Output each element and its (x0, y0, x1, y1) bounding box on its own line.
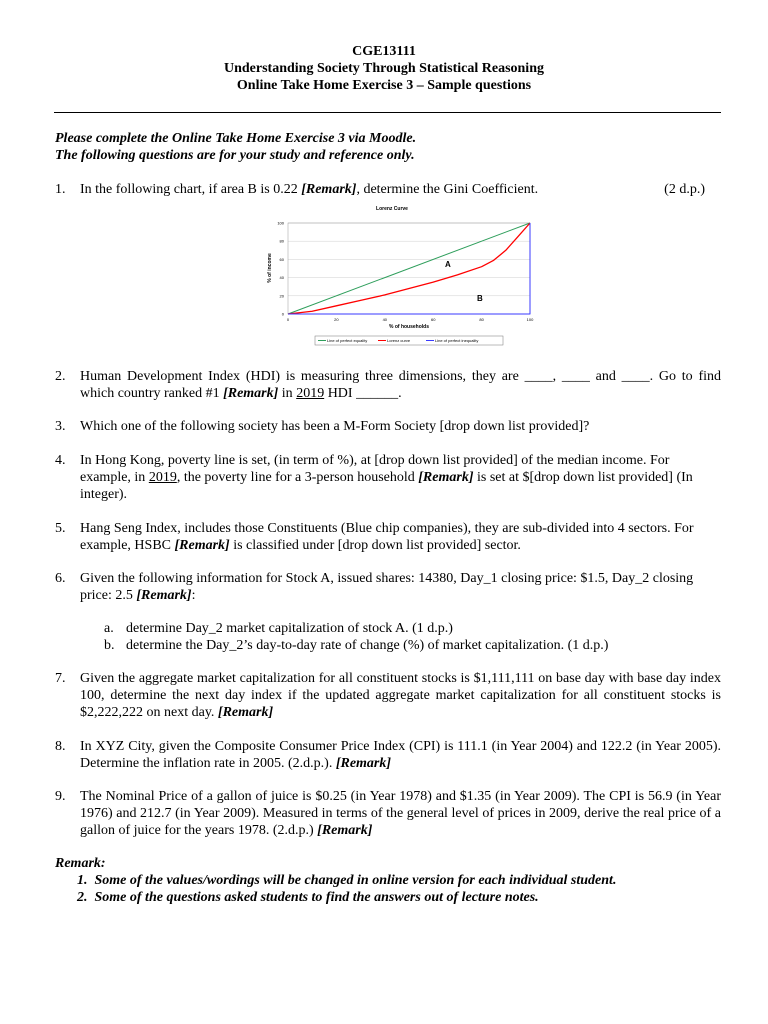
y-tick-label: 60 (279, 256, 284, 262)
x-tick-label: 40 (382, 317, 388, 322)
question-text: is set at $[drop down list provided] (In integer). (80, 470, 693, 502)
question-text: Hang Seng Index, includes those Constituents (Blue chip companies), they are sub-divided into 4 sectors. For example, HSBC (80, 521, 694, 553)
chart-series (288, 223, 530, 314)
question-3 (55, 418, 721, 435)
remark-title: Remark: (55, 856, 106, 871)
question-text: The Nominal Price of a gallon of juice is $0.25 (in Year 1978) and $1.35 (in Year 2009). The CPI is 56.9 (in Year 1976) and 212.7 (in Year 2009). Measured in terms of the general level of prices in 2009, derive the real price of a gallon of juice for the years 1978. (2.d.p.) (80, 789, 721, 838)
y-tick-label: 80 (279, 238, 284, 244)
question-number: 8. (55, 739, 66, 754)
question-number: 4. (55, 453, 66, 468)
question-text: in (278, 386, 297, 401)
question-text: Human Development Index (HDI) is measuring three dimensions, they are ____, ____ and ____. Go to find which country ranked #1 (80, 369, 721, 401)
question-number: 1. (55, 182, 66, 197)
chart-legend (315, 336, 503, 345)
question-text: , determine the Gini Coefficient. (356, 182, 539, 197)
question-9 (55, 788, 721, 839)
remark-section (55, 855, 616, 906)
region-label-b: B (477, 294, 483, 303)
remark-tag: [Remark] (174, 538, 230, 553)
remark-tag: [Remark] (136, 588, 192, 603)
x-tick-label: 80 (479, 317, 484, 322)
legend-equality: Line of perfect equality (327, 338, 368, 343)
question-text: In the following chart, if area B is 0.22 (80, 182, 302, 197)
remark-tag: [Remark] (418, 470, 474, 485)
question-5 (55, 520, 721, 554)
question-1 (55, 181, 721, 198)
question-7 (55, 670, 721, 721)
x-tick-label: 20 (334, 317, 339, 322)
question-text: , the poverty line for a 3-person household (176, 470, 419, 485)
question-text: : (191, 588, 196, 603)
chart-title: Lorenz Curve (376, 206, 408, 212)
legend-inequality: Line of perfect inequality (435, 338, 479, 343)
x-tick-label: 0 (286, 317, 290, 322)
question-number: 2. (55, 369, 66, 384)
y-tick-label: 40 (279, 275, 284, 281)
x-tick-label: 100 (526, 317, 534, 322)
question-text: HDI ______. (324, 386, 402, 401)
question-text: In XYZ City, given the Composite Consumer Price Index (CPI) is 111.1 (in Year 2004) and 122.2 (in Year 2005). Determine the inflation rate in 2005. (2.d.p.). (80, 739, 721, 771)
series-line-equality (288, 223, 530, 314)
remark-tag: [Remark] (317, 823, 373, 838)
y-tick-label: 100 (277, 220, 284, 226)
question-6 (55, 570, 721, 604)
course-code: CGE13111 (352, 44, 416, 59)
question-text: Given the aggregate market capitalization for all constituent stocks is $1,111,111 on base day with base day index 100, determine the next day index if the updated aggregate market capitalization for all constituent stocks is $2,222,222 on next day. (80, 671, 721, 720)
question-number: 5. (55, 521, 66, 536)
x-tick-labels (287, 317, 534, 322)
precision-note: (2 d.p.) (664, 182, 705, 197)
remark-tag: [Remark] (217, 705, 274, 720)
question-number: 3. (55, 419, 66, 434)
question-2 (55, 368, 721, 402)
lorenz-chart (260, 201, 544, 349)
y-tick-label: 0 (281, 311, 284, 317)
question-6a (104, 620, 453, 637)
intro-line-2: The following questions are for your study and reference only. (55, 148, 415, 163)
year: 2019 (296, 386, 325, 401)
question-text: Given the following information for Stock A, issued shares: 14380, Day_1 closing price: $1.5, Day_2 closing price: 2.5 (80, 571, 694, 603)
question-number: 6. (55, 571, 66, 586)
sub-text: determine the Day_2’s day-to-day rate of change (%) of market capitalization. (1 d.p.) (126, 638, 609, 653)
sub-label: b. (104, 638, 115, 653)
remark-item-1: 1. Some of the values/wordings will be changed in online version for each individual student. (77, 873, 617, 888)
course-title: Understanding Society Through Statistical Reasoning (224, 61, 544, 76)
question-text: Which one of the following society has been a M-Form Society [drop down list provided]? (80, 419, 590, 434)
question-4 (55, 452, 721, 503)
remark-tag: [Remark] (301, 182, 357, 197)
legend-lorenz: Lorenz curve (387, 338, 411, 343)
x-tick-label: 60 (430, 317, 436, 322)
question-8 (55, 738, 721, 772)
sub-text: determine Day_2 market capitalization of stock A. (1 d.p.) (126, 621, 453, 636)
y-tick-label: 20 (279, 293, 284, 299)
remark-item-2: 2. Some of the questions asked students to find the answers out of lecture notes. (77, 890, 539, 905)
exercise-title: Online Take Home Exercise 3 – Sample questions (236, 78, 532, 93)
x-axis-label: % of households (389, 324, 429, 330)
remark-tag: [Remark] (223, 386, 279, 401)
intro-line-1: Please complete the Online Take Home Exercise 3 via Moodle. (55, 131, 417, 146)
region-label-a: A (445, 260, 451, 269)
question-text: is classified under [drop down list provided] sector. (229, 538, 521, 553)
remark-tag: [Remark] (335, 756, 392, 771)
question-text: In Hong Kong, poverty line is set, (in term of %), at [drop down list provided] of the median income. For example, in (80, 453, 670, 485)
question-6b (104, 637, 608, 654)
document-header (0, 43, 768, 94)
header-divider (54, 112, 721, 113)
question-number: 9. (55, 789, 66, 804)
y-tick-labels (277, 221, 284, 317)
y-axis-label: % of income (267, 253, 273, 283)
question-number: 7. (55, 671, 66, 686)
year: 2019 (148, 470, 177, 485)
intro-note (55, 130, 715, 164)
sub-label: a. (104, 621, 114, 636)
